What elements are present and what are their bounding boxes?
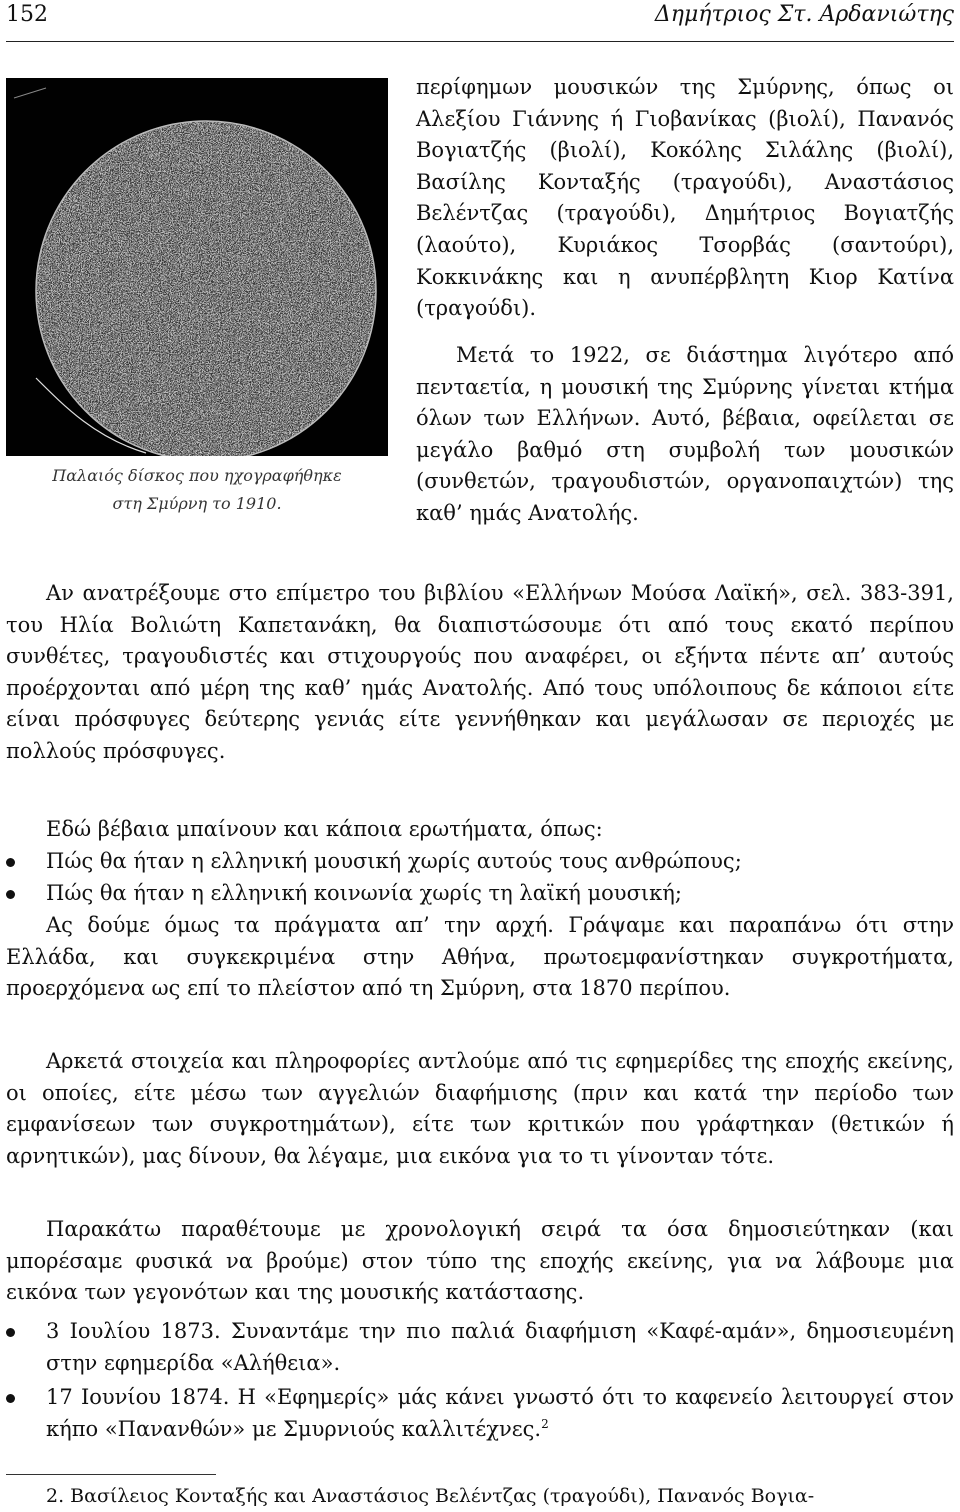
question-2: Πώς θα ήταν η ελληνική κοινωνία χωρίς τη λαϊκή μουσική;: [46, 881, 682, 905]
paragraph-newspapers: Αρκετά στοιχεία και πληροφορίες αντλούμε από τις εφημερίδες της εποχής εκείνης, οι οποίες, είτε μέσω των αγγελιών διαφήμισης (πριν και κατά την περίοδο των εμφανίσεων των συγκροτημάτων), είτε των κριτικών που γράφτηκαν (θετικών ή αρνητικών), μας δίνουν, θα λέγαμε, μια εικόνα για το τι γίνονταν τότε.: [6, 1049, 954, 1168]
paragraph-beginning: Ας δούμε όμως τα πράγματα απ’ την αρχή. Γράψαμε και παραπάνω ότι στην Ελλάδα, και συγκεκριμένα στην Αθήνα, πρωτοεμφανίστηκαν συγκροτήματα, προερχόμενα ως επί το πλείστον από τη Σμύρνη, στα 1870 περίπου.: [6, 913, 954, 1001]
footnote: [6, 1482, 954, 1510]
bullet-icon: [6, 1328, 15, 1337]
entry-1874-text: 17 Ιουνίου 1874. Η «Εφημερίς» μάς κάνει γνωστό ότι το καφενείο λειτουργεί στον κήπο «Πανανθών» με Σμυρνιούς καλλιτέχνες.: [46, 1385, 954, 1441]
bullet-icon: [6, 890, 15, 899]
list-item: [6, 878, 954, 910]
list-item: [6, 1316, 954, 1379]
gramophone-record-image: [6, 78, 388, 456]
paragraph-epimetro: Αν ανατρέξουμε στο επίμετρο του βιβλίου «Ελλήνων Μούσα Λαϊκή», σελ. 383-391, του Ηλία Βολιώτη Καπετανάκη, θα διαπιστώσουμε ότι από τους εκατό περίπου συνθέτες, τραγουδιστές και στιχουργούς που αναφέρει, οι εξήντα πέντε απ’ αυτούς προέρχονται από μέρη της καθ’ ημάς Ανατολής. Από τους υπόλοιπους δε κάποιοι είτε είναι πρόσφυγες δεύτερης γενιάς είτε γεννήθηκαν και μεγάλωσαν σε περιοχές με πολλούς πρόσφυγες.: [6, 581, 954, 763]
entry-1874: [46, 1382, 954, 1445]
list-item: [6, 1382, 954, 1445]
list-item: [6, 846, 954, 878]
footnote-marker: 2: [541, 1416, 549, 1431]
paragraph-chronological: Παρακάτω παραθέτουμε με χρονολογική σειρά τα όσα δημοσιεύτηκαν (και μπορέσαμε φυσικά να βρούμε) στον τύπο της εποχής εκείνης, για να λάβουμε μια εικόνα των γεγονότων και της μουσικής κατάστασης.: [6, 1217, 954, 1305]
caption-line-1: Παλαιός δίσκος που ηχογραφήθηκε: [52, 466, 342, 485]
paragraph-after-1922: Μετά το 1922, σε διάστημα λιγότερο από πενταετία, η μουσική της Σμύρνης γίνεται κτήμα όλων των Ελλήνων. Αυτό, βέβαια, οφείλεται σε μεγάλο βαθμό στη συμβολή των μουσικών (συνθετών, τραγουδιστών, οργανοπαιχτών) της καθ’ ημάς Ανατολής.: [416, 343, 954, 525]
footnote-text: 2. Βασίλειος Κονταξής και Αναστάσιος Βελέντζας (τραγούδι), Πανανός Βογια-: [46, 1485, 815, 1507]
bullet-icon: [6, 1394, 15, 1403]
paragraph-questions-intro: Εδώ βέβαια μπαίνουν και κάποια ερωτήματα, όπως:: [46, 817, 603, 841]
record-figure: [6, 78, 388, 523]
paragraph-musicians: περίφημων μουσικών της Σμύρνης, όπως οι Αλεξίου Γιάννης ή Γιοβανίκας (βιολί), Πανανός Βογιατζής (βιολί), Κοκόλης Σιλάλης (βιολί), Βασίλης Κονταξής (τραγούδι), Αναστάσιος Βελέντζας (τραγούδι), Δημήτριος Βογιατζής (λαούτο), Κυριάκος Τσορβάς (σαντούρι), Κοκκινάκης και η ανυπέρβλητη Κιορ Κατίνα (τραγούδι).: [416, 75, 954, 321]
figure-caption: [6, 462, 388, 518]
running-head: Δημήτριος Στ. Αρδανιώτης: [654, 2, 954, 27]
footnote-rule: [6, 1474, 216, 1475]
page-header: [6, 0, 954, 32]
question-1: Πώς θα ήταν η ελληνική μουσική χωρίς αυτούς τους ανθρώπους;: [46, 849, 742, 873]
bullet-icon: [6, 858, 15, 867]
entry-1873: 3 Ιουλίου 1873. Συναντάμε την πιο παλιά διαφήμιση «Καφέ-αμάν», δημοσιευμένη στην εφημερίδα «Αλήθεια».: [46, 1319, 954, 1375]
caption-line-2: στη Σμύρνη το 1910.: [112, 494, 282, 513]
page-number: 152: [6, 2, 48, 27]
header-rule: [6, 41, 954, 42]
